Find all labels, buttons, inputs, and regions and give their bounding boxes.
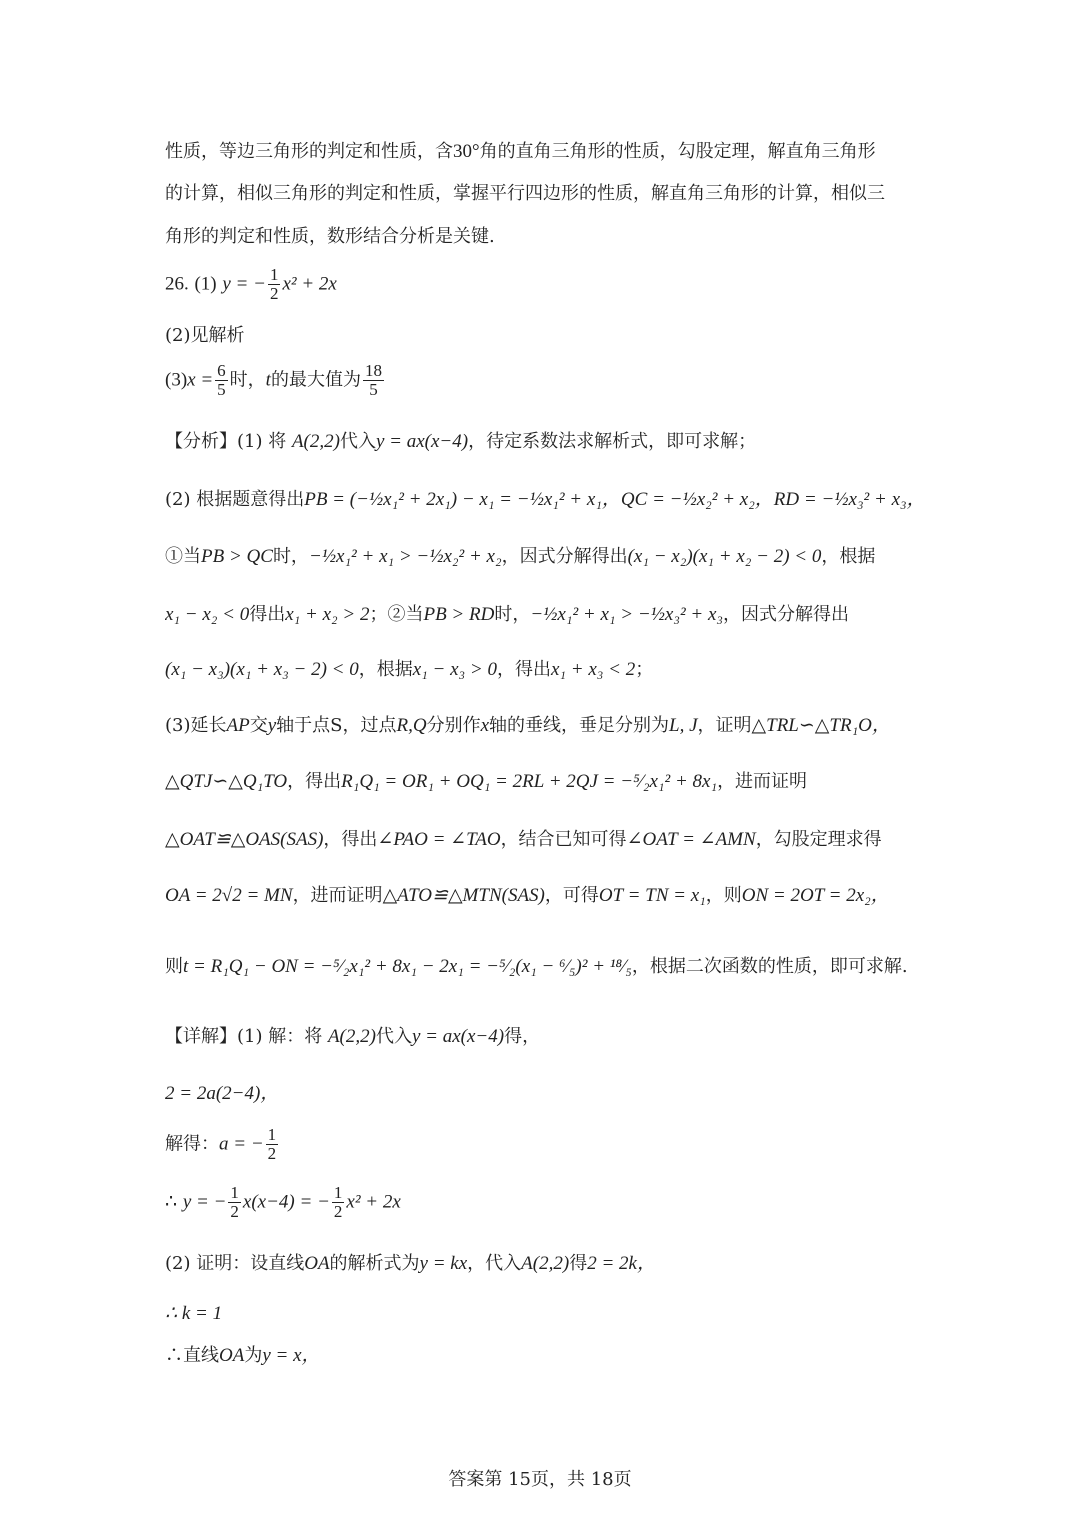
math: x₁ + x₃ < 2 — [550, 659, 636, 680]
math: ∴ k = 1 — [165, 1303, 223, 1324]
text: (2) 证明：设直线 — [165, 1253, 305, 1274]
detail-line-3 — [165, 1126, 930, 1172]
text: ①当 — [165, 546, 201, 567]
math: A(2,2) — [327, 1026, 376, 1047]
math: △OAT≌△OAS(SAS) — [165, 829, 324, 850]
math: x — [480, 715, 490, 736]
analysis-line-6 — [165, 714, 930, 738]
text: 时， — [494, 604, 531, 625]
math: t — [265, 369, 271, 391]
math: (x₁ − x₃)(x₁ + x₃ − 2) < 0 — [165, 659, 359, 680]
math: PB > RD — [423, 604, 495, 625]
text: ；②当 — [369, 604, 424, 625]
detail-line-4 — [165, 1184, 930, 1230]
text: ，因式分解得出 — [723, 604, 849, 625]
fraction: $\frac{1}{2}$ — [333, 1184, 343, 1221]
analysis-heading: 【分析】(1) 将 — [165, 431, 287, 452]
math: L, J — [669, 715, 698, 736]
page-footer: 答案第 15页，共 18页 — [448, 1469, 632, 1490]
math: R,Q — [396, 715, 427, 736]
math: y = x， — [262, 1345, 321, 1366]
math: A(2,2) — [291, 431, 340, 452]
detail-line-2 — [165, 1082, 930, 1106]
text: ∴直线 — [165, 1345, 219, 1366]
analysis-line-8 — [165, 828, 930, 852]
math: y = ax(x−4) — [411, 1026, 505, 1047]
text: 为 — [244, 1345, 263, 1366]
text: ，得出 — [287, 771, 342, 792]
analysis-line-4 — [165, 603, 930, 627]
answer-3 — [165, 362, 930, 408]
fraction: $\frac{1}{2}$ — [269, 266, 279, 303]
text: ，则 — [705, 885, 742, 906]
fraction: $\frac{18}{5}$ — [364, 362, 382, 399]
text: 得， — [504, 1026, 541, 1047]
text: 得出 — [249, 604, 286, 625]
math: x = — [187, 369, 214, 391]
text: ，进而证明 — [717, 771, 808, 792]
answer-1 — [165, 266, 930, 310]
math: ON = 2OT = 2x₂， — [741, 885, 890, 906]
math: a = − — [219, 1133, 264, 1155]
math: x₁ + x₂ > 2 — [285, 604, 370, 625]
text: ； — [635, 659, 654, 680]
detail-heading: 【详解】(1) 解：将 — [165, 1026, 323, 1047]
math: ∠OAT = ∠AMN — [626, 829, 756, 850]
math: PB > QC — [201, 546, 273, 567]
text: 得 — [569, 1253, 588, 1274]
text: 代入 — [339, 431, 376, 452]
math: (x₁ − x₂)(x₁ + x₂ − 2) < 0 — [627, 546, 822, 567]
text: 轴于点S，过点 — [276, 715, 397, 736]
analysis-line-9 — [165, 884, 930, 908]
text: ，进而证明 — [292, 885, 383, 906]
text: ，根据 — [358, 659, 413, 680]
analysis-line-5 — [165, 658, 930, 682]
text: 角的直角三角形的性质，勾股定理，解直角三角形 — [479, 141, 876, 162]
text: ，代入 — [467, 1253, 522, 1274]
text: ，得出 — [323, 829, 378, 850]
math: y — [267, 715, 277, 736]
math: 2 = 2a(2−4)， — [165, 1083, 280, 1104]
detail-line-1 — [165, 1025, 930, 1049]
angle-30: 30° — [453, 141, 480, 162]
answer-2: (2)见解析 — [165, 325, 245, 346]
question-number: 26. — [165, 273, 189, 295]
math: −½x₁² + x₁ > −½x₂² + x₂ — [308, 546, 502, 567]
math: OA — [219, 1345, 245, 1366]
math: y = kx — [419, 1253, 468, 1274]
math: ∠PAO = ∠TAO — [377, 829, 501, 850]
text: (2) 根据题意得出 — [165, 489, 305, 510]
math: x(x−4) = − — [242, 1191, 330, 1213]
fraction: $\frac{6}{5}$ — [217, 362, 226, 399]
math: △QTJ∽△Q₁TO — [165, 771, 288, 792]
part-label: (1) — [194, 273, 217, 295]
text: 轴的垂线，垂足分别为 — [489, 715, 670, 736]
analysis-line-3 — [165, 545, 930, 569]
text: ，证明 — [697, 715, 752, 736]
math: x₁ − x₃ > 0 — [412, 659, 497, 680]
math: △TRL∽△TR₁O， — [751, 715, 891, 736]
math: −½x₁² + x₁ > −½x₃² + x₃ — [530, 604, 723, 625]
part-label: (3) — [165, 369, 188, 391]
text: 的最大值为 — [270, 369, 361, 391]
text: ，待定系数法求解析式，即可求解； — [468, 431, 757, 452]
math: x² + 2x — [282, 273, 337, 295]
fraction: $\frac{1}{2}$ — [230, 1184, 239, 1221]
intro-line-2: 的计算，相似三角形的判定和性质，掌握平行四边形的性质，解直角三角形的计算，相似三 — [165, 183, 885, 204]
math: A(2,2) — [521, 1253, 570, 1274]
analysis-line-7 — [165, 770, 930, 794]
text: 分别作 — [426, 715, 481, 736]
math: PB = (−½x₁² + 2x₁) − x₁ = −½x₁² + x₁，QC = −½x₂² + x₂，RD = −½x₃² + x₃， — [304, 489, 926, 510]
text: 解得： — [165, 1133, 219, 1155]
math: OT = TN = x₁ — [598, 885, 706, 906]
math: x₁ − x₂ < 0 — [165, 604, 250, 625]
therefore-symbol: ∴ — [165, 1191, 178, 1213]
intro-line-1 — [165, 140, 930, 164]
text: ，得出 — [496, 659, 551, 680]
text: ，因式分解得出 — [501, 546, 628, 567]
text: 时， — [229, 369, 266, 391]
analysis-line-2 — [165, 488, 930, 512]
text: ，可得 — [544, 885, 599, 906]
text: ，结合已知可得 — [500, 829, 627, 850]
analysis-line-1 — [165, 430, 930, 454]
text: 性质，等边三角形的判定和性质，含 — [165, 141, 453, 162]
math: y = − — [182, 1191, 227, 1213]
text: ，根据 — [821, 546, 876, 567]
detail-line-6 — [165, 1302, 930, 1326]
text: (3)延长 — [165, 715, 227, 736]
math: t = R₁Q₁ − ON = −⁵⁄₂x₁² + 8x₁ − 2x₁ = −⁵⁄₂(x₁ − ⁶⁄₅)² + ¹⁸⁄₅ — [183, 956, 632, 977]
text: ，勾股定理求得 — [755, 829, 882, 850]
text: 时， — [272, 546, 309, 567]
math: y = ax(x−4) — [375, 431, 469, 452]
math: OA = 2√2 = MN — [165, 885, 293, 906]
math: R₁Q₁ = OR₁ + OQ₁ = 2RL + 2QJ = −⁵⁄₂x₁² + 8x₁ — [341, 771, 718, 792]
text: 的解析式为 — [329, 1253, 420, 1274]
intro-line-3: 角形的判定和性质，数形结合分析是关键. — [165, 226, 495, 247]
detail-line-5 — [165, 1252, 930, 1276]
math: x² + 2x — [346, 1191, 401, 1213]
text: 则 — [165, 956, 183, 977]
analysis-line-10 — [165, 955, 930, 979]
math: y = − — [222, 273, 266, 295]
math: 2 = 2k， — [587, 1253, 656, 1274]
text: 代入 — [375, 1026, 412, 1047]
math: AP — [226, 715, 250, 736]
detail-line-7 — [165, 1344, 930, 1368]
text: 交 — [249, 715, 268, 736]
fraction: $\frac{1}{2}$ — [267, 1126, 277, 1163]
math: OA — [304, 1253, 330, 1274]
text: ，根据二次函数的性质，即可求解. — [631, 956, 908, 977]
math: △ATO≌△MTN(SAS) — [382, 885, 545, 906]
